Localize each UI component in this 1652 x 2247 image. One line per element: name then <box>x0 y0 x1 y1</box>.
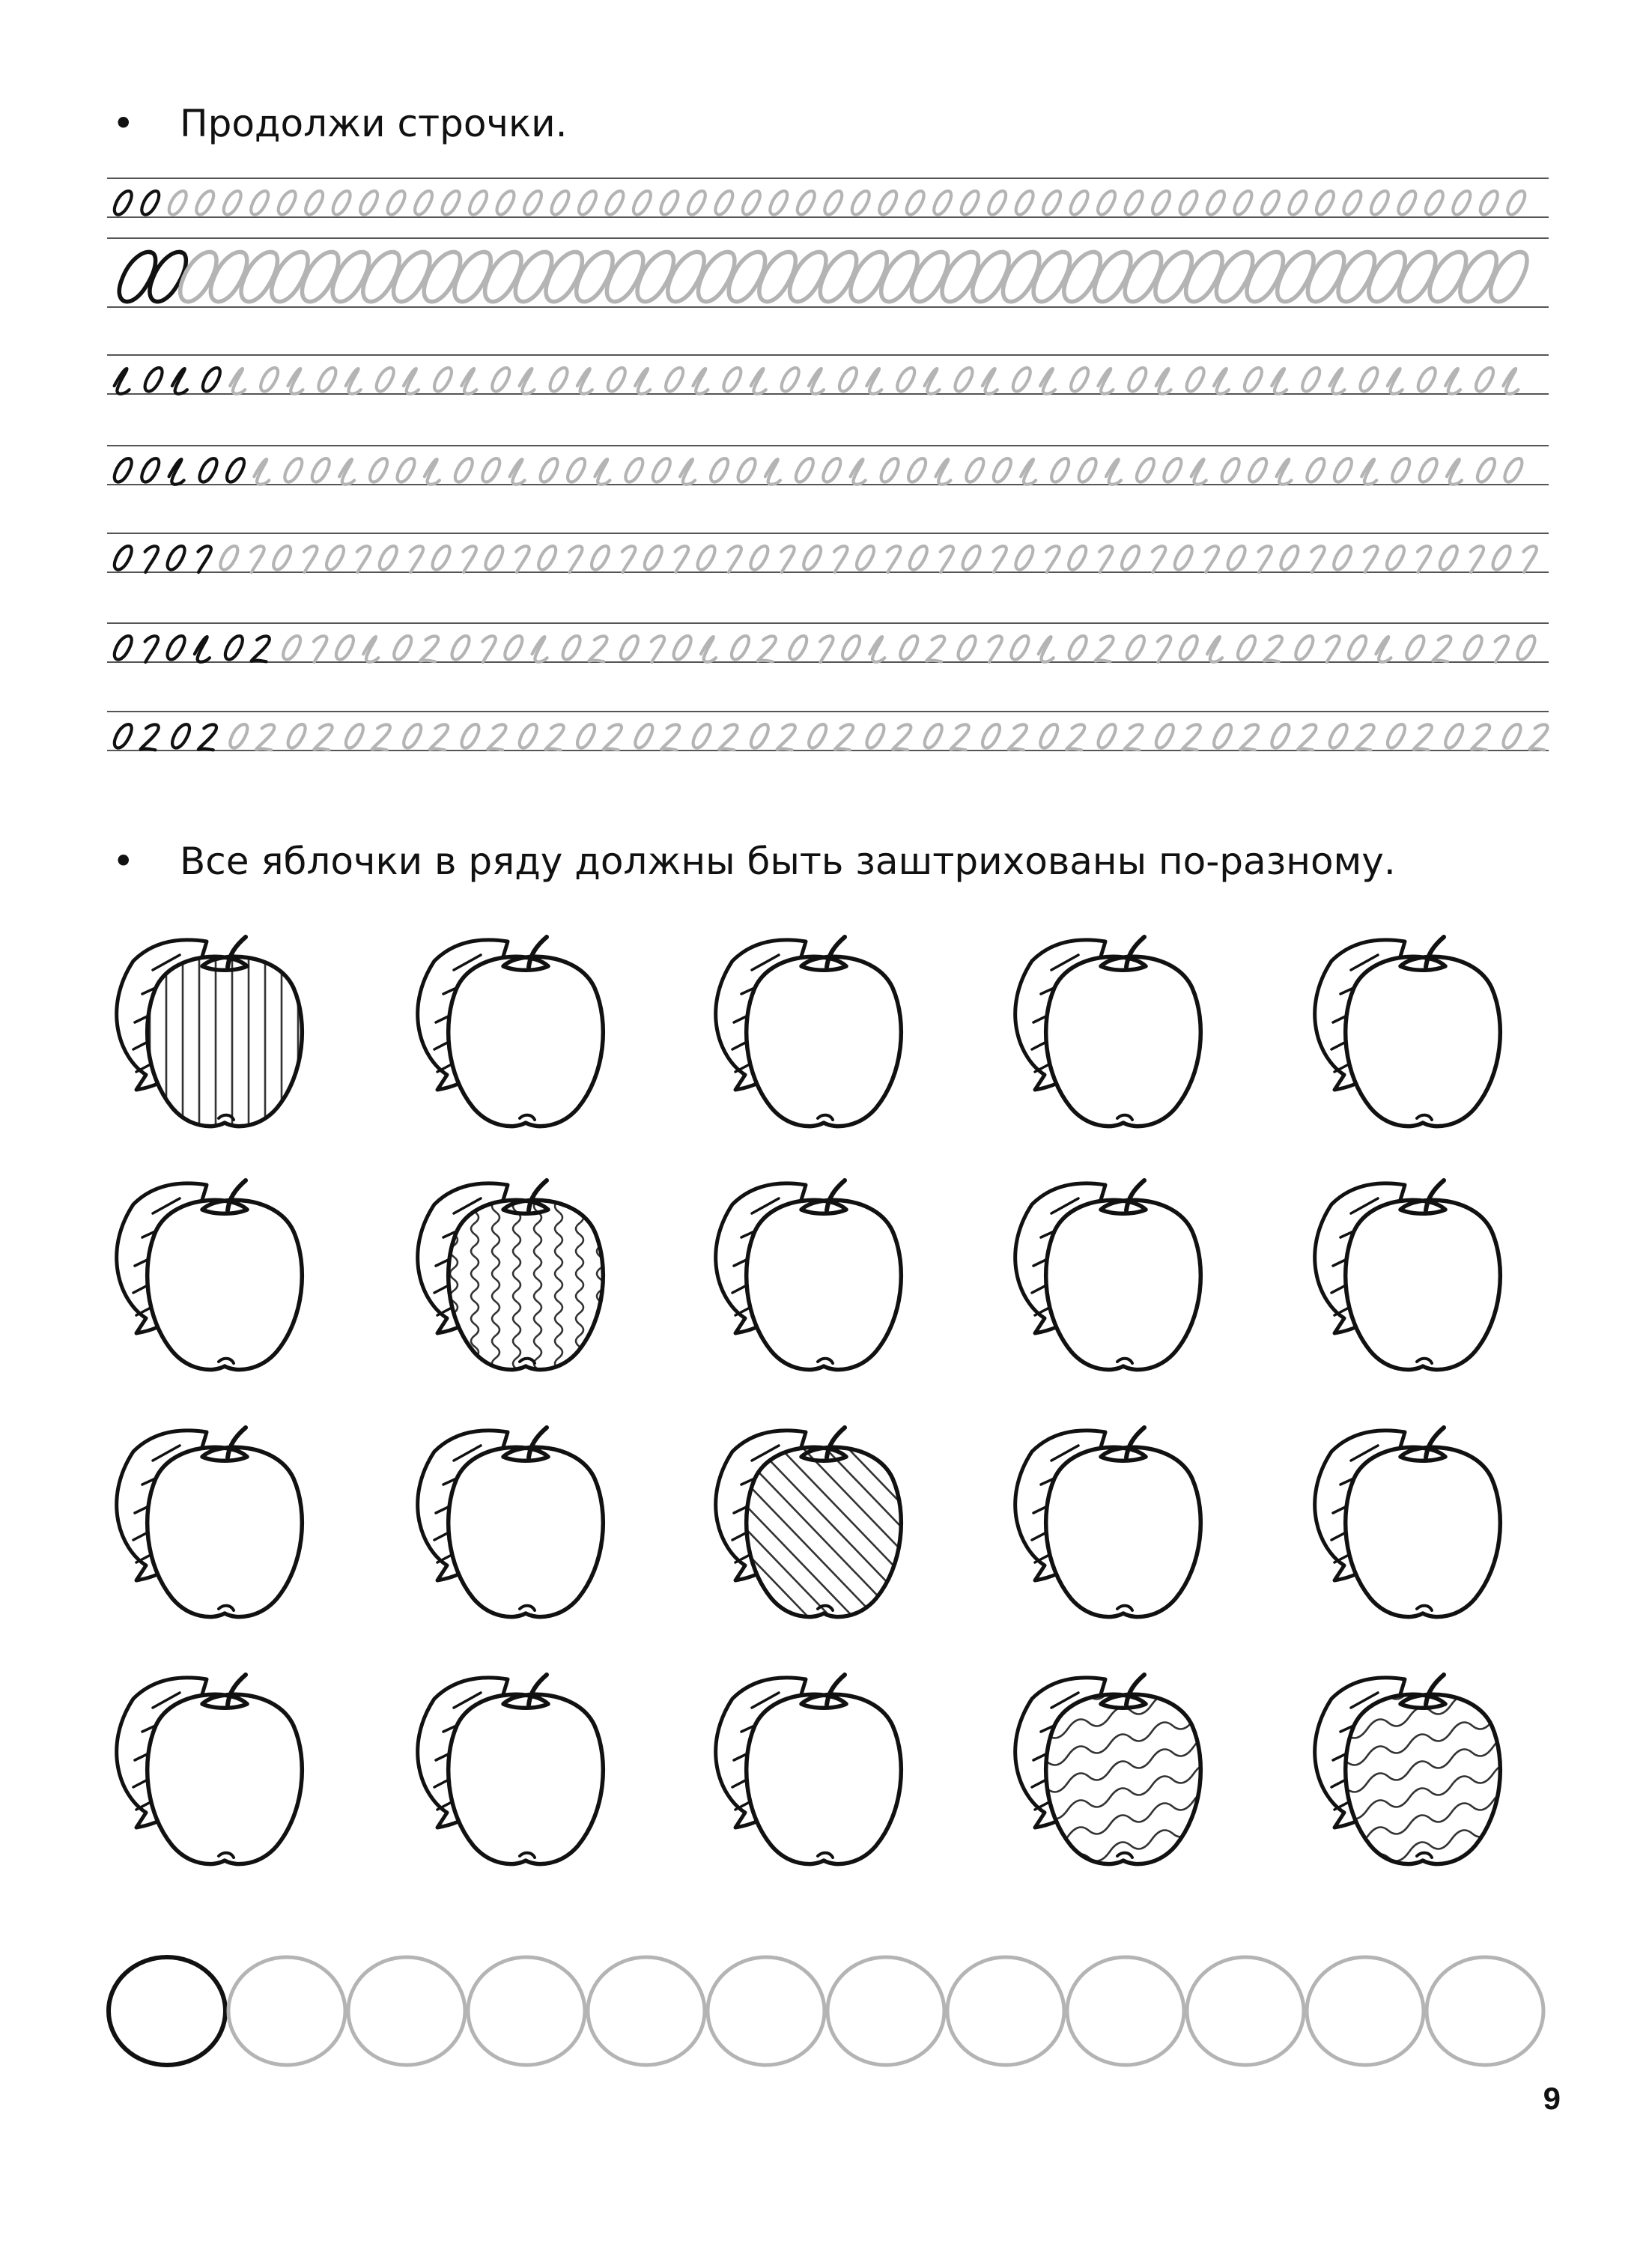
tracing-circle <box>708 1957 825 2065</box>
sample-circle <box>109 1957 225 2065</box>
tracing-circle <box>1187 1957 1304 2065</box>
tracing-circle <box>588 1957 705 2065</box>
tracing-circle <box>1307 1957 1424 2065</box>
task-2-text: Все яблочки в ряду должны быть заштрихованы по-разному. <box>180 840 1396 883</box>
page-number: 9 <box>1543 2081 1561 2116</box>
tracing-circle <box>947 1957 1064 2065</box>
tracing-circle <box>1067 1957 1184 2065</box>
tracing-circle <box>827 1957 944 2065</box>
tracing-circle <box>348 1957 465 2065</box>
tracing-circle <box>468 1957 585 2065</box>
bullet: • <box>112 102 135 145</box>
bullet: • <box>112 840 135 883</box>
task-1-text: Продолжи строчки. <box>180 102 568 145</box>
tracing-circle <box>228 1957 345 2065</box>
tracing-circle <box>1427 1957 1543 2065</box>
